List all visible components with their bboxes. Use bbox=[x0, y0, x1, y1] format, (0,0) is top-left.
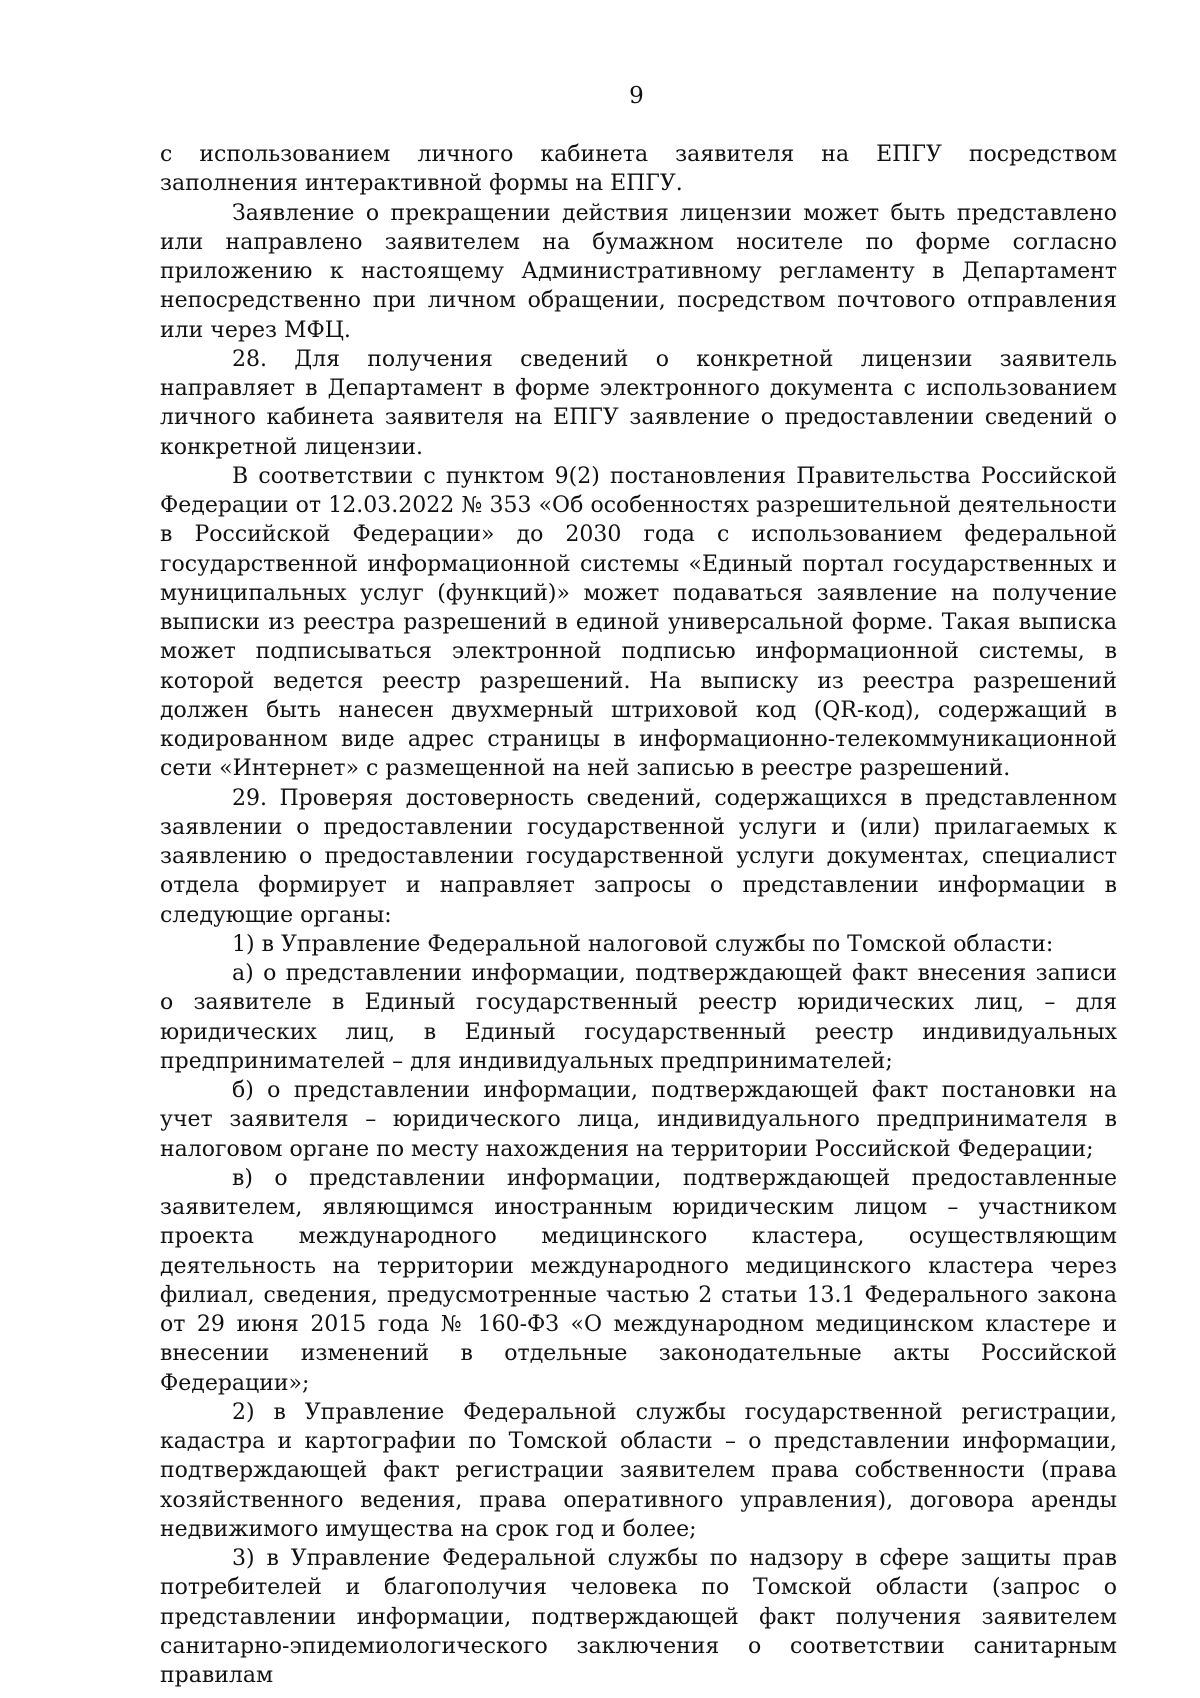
paragraph-item-29: 29. Проверяя достоверность сведений, содержащихся в представленном заявлении о предоставлении государственной услуги и (или) прилагаемых к заявлению о предоставлении государственной услуги документах, специалист отдела формирует и направляет запросы о представлении информации в следующие органы: bbox=[160, 785, 1117, 928]
paragraph-subitem-1v: в) о представлении информации, подтверждающей предоставленные заявителем, являющимся иностранным юридическим лицом – участником проекта международного медицинского кластера, осуществляющим деятельность на территории международного медицинского кластера через филиал, сведения, предусмотренные частью 2 статьи 13.1 Федерального закона от 29 июня 2015 года № 160-ФЗ «О международном медицинском кластере и внесении изменений в отдельные законодательные акты Российской Федерации»; bbox=[160, 1165, 1117, 1396]
paragraph-subitem-2: 2) в Управление Федеральной службы государственной регистрации, кадастра и картографии по Томской области – о представлении информации, подтверждающей факт регистрации заявителем права собственности (права хозяйственного ведения, права оперативного управления), договора аренды недвижимого имущества на срок год и более; bbox=[160, 1399, 1117, 1542]
paragraph-subitem-3: 3) в Управление Федеральной службы по надзору в сфере защиты прав потребителей и благополучия человека по Томской области (запрос о представлении информации, подтверждающей факт получения заявителем санитарно-эпидемиологического заключения о соответствии санитарным правилам bbox=[160, 1546, 1117, 1688]
paragraph-registry-extract: В соответствии с пунктом 9(2) постановления Правительства Российской Федерации от 12.03.2022 № 353 «Об особенностях разрешительной деятельности в Российской Федерации» до 2030 года с использованием федеральной государственной информационной системы «Единый портал государственных и муниципальных услуг (функций)» может подаваться заявление на получение выписки из реестра разрешений в единой универсальной форме. Такая выписка может подписываться электронной подписью информационной системы, в которой ведется реестр разрешений. На выписку из реестра разрешений должен быть нанесен двухмерный штриховой код (QR-код), содержащий в кодированном виде адрес страницы в информационно-телекоммуникационной сети «Интернет» с размещенной на ней записью в реестре разрешений. bbox=[160, 463, 1117, 782]
paragraph-subitem-1a: а) о представлении информации, подтверждающей факт внесения записи о заявителе в Единый государственный реестр юридических лиц, – для юридических лиц, в Единый государственный реестр индивидуальных предпринимателей – для индивидуальных предпринимателей; bbox=[160, 961, 1117, 1074]
page-number: 9 bbox=[629, 83, 644, 109]
paragraph-termination-application: Заявление о прекращении действия лицензии может быть представлено или направлено заявителем на бумажном носителе по форме согласно приложению к настоящему Административному регламенту в Департамент непосредственно при личном обращении, посредством почтового отправления или через МФЦ. bbox=[160, 200, 1117, 343]
paragraph-continuation: с использованием личного кабинета заявителя на ЕПГУ посредством заполнения интерактивной формы на ЕПГУ. bbox=[160, 142, 1117, 197]
document-body bbox=[160, 140, 1117, 1690]
paragraph-subitem-1b: б) о представлении информации, подтверждающей факт постановки на учет заявителя – юридического лица, индивидуального предпринимателя в налоговом органе по месту нахождения на территории Российской Федерации; bbox=[160, 1078, 1117, 1162]
paragraph-item-28: 28. Для получения сведений о конкретной лицензии заявитель направляет в Департамент в форме электронного документа с использованием личного кабинета заявителя на ЕПГУ заявление о предоставлении сведений о конкретной лицензии. bbox=[160, 346, 1117, 460]
paragraph-subitem-1: 1) в Управление Федеральной налоговой службы по Томской области: bbox=[232, 931, 1054, 957]
